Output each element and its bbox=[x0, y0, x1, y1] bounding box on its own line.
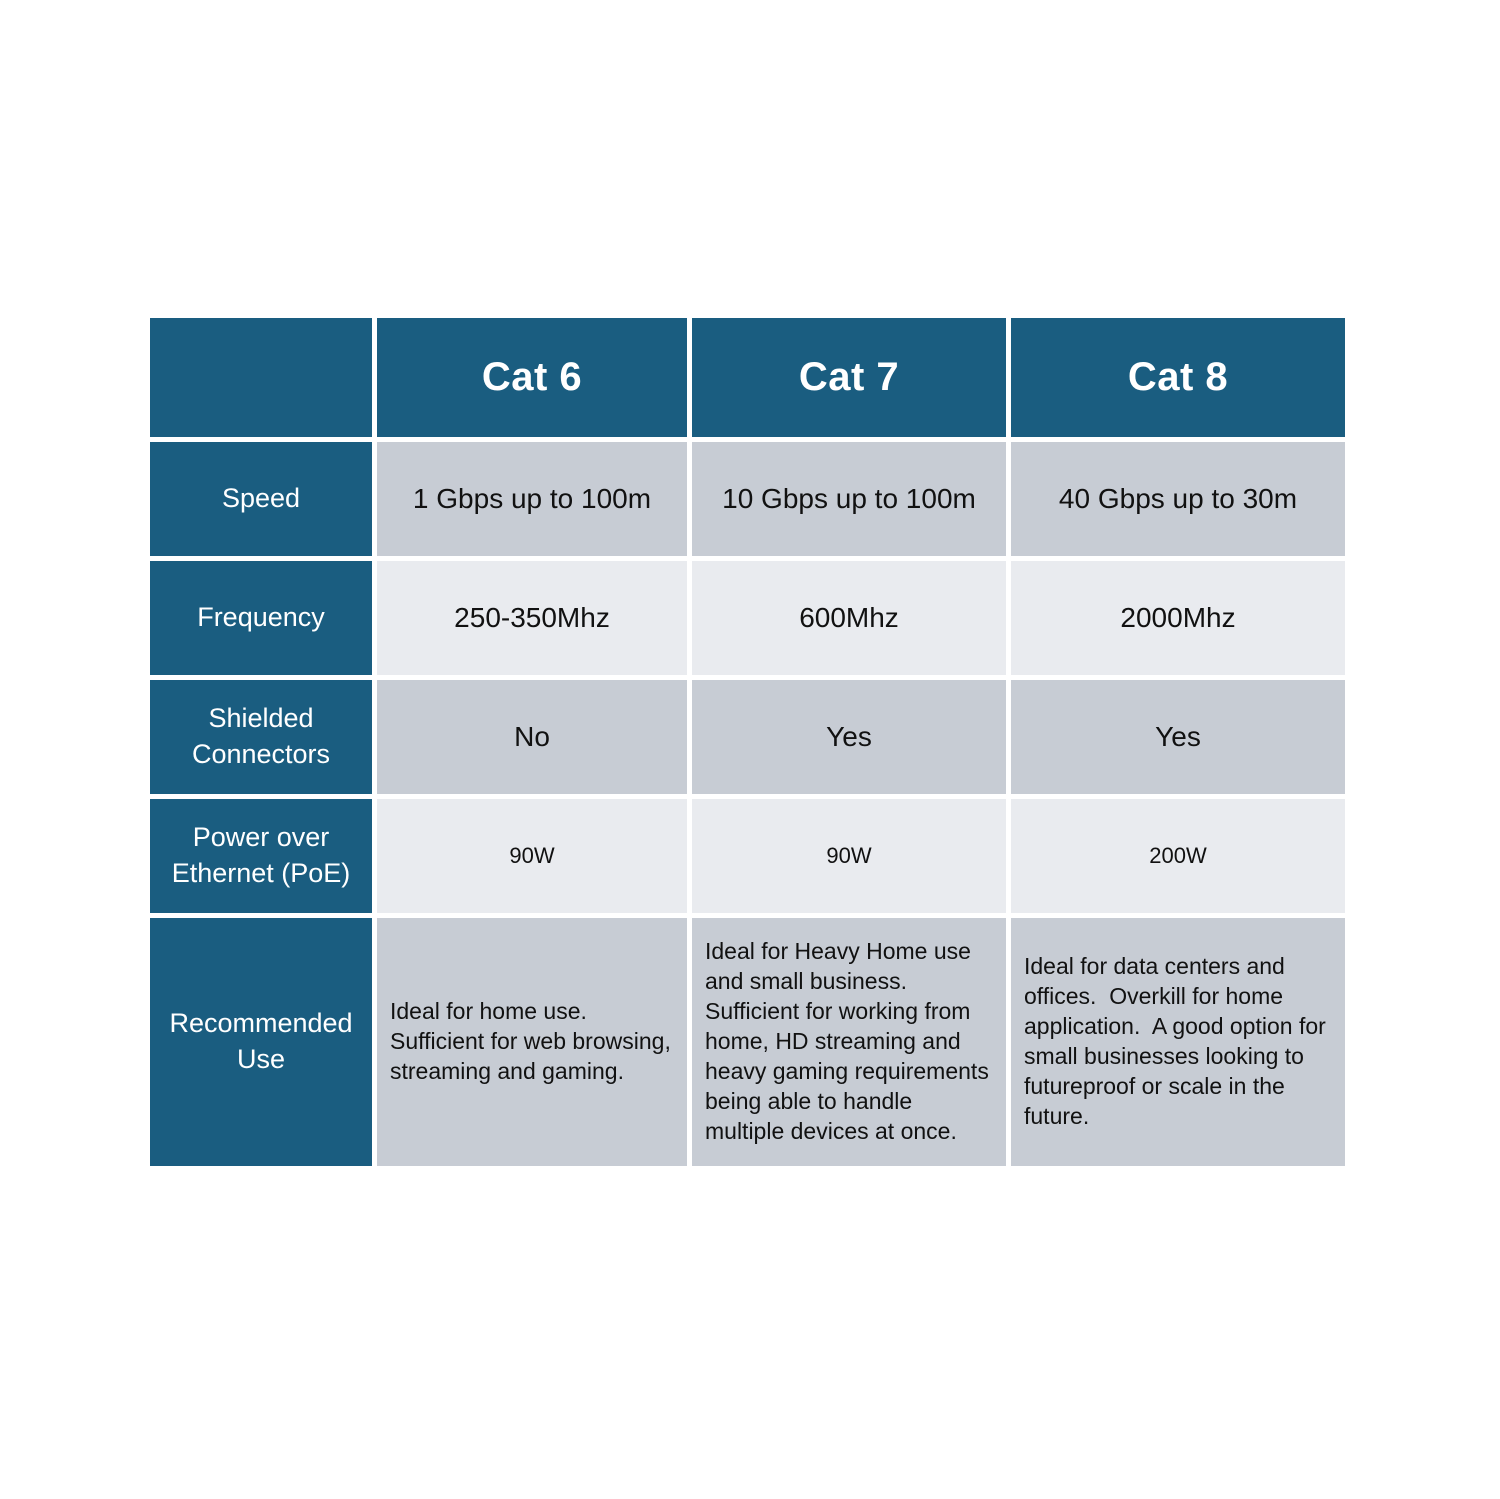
cell-shielded-cat6: No bbox=[377, 680, 687, 794]
cell-shielded-cat8: Yes bbox=[1011, 680, 1345, 794]
cell-poe-cat7: 90W bbox=[692, 799, 1006, 913]
row-label-shielded-connectors: Shielded Connectors bbox=[150, 680, 372, 794]
cell-speed-cat8: 40 Gbps up to 30m bbox=[1011, 442, 1345, 556]
row-label-speed: Speed bbox=[150, 442, 372, 556]
header-cat6: Cat 6 bbox=[377, 318, 687, 437]
cell-frequency-cat6: 250-350Mhz bbox=[377, 561, 687, 675]
cell-recommended-cat7: Ideal for Heavy Home use and small business. Sufficient for working from home, HD streaming and heavy gaming requirements being able to handle multiple devices at once. bbox=[692, 918, 1006, 1166]
cell-recommended-cat6: Ideal for home use. Sufficient for web browsing, streaming and gaming. bbox=[377, 918, 687, 1166]
cell-speed-cat6: 1 Gbps up to 100m bbox=[377, 442, 687, 556]
row-label-recommended-use: Recommended Use bbox=[150, 918, 372, 1166]
cell-recommended-cat8: Ideal for data centers and offices. Overkill for home application. A good option for small businesses looking to futureproof or scale in the future. bbox=[1011, 918, 1345, 1166]
row-label-frequency: Frequency bbox=[150, 561, 372, 675]
cell-poe-cat6: 90W bbox=[377, 799, 687, 913]
cell-poe-cat8: 200W bbox=[1011, 799, 1345, 913]
corner-cell bbox=[150, 318, 372, 437]
cell-frequency-cat8: 2000Mhz bbox=[1011, 561, 1345, 675]
cell-frequency-cat7: 600Mhz bbox=[692, 561, 1006, 675]
header-cat7: Cat 7 bbox=[692, 318, 1006, 437]
cell-shielded-cat7: Yes bbox=[692, 680, 1006, 794]
cable-comparison-table bbox=[150, 318, 1345, 1166]
header-cat8: Cat 8 bbox=[1011, 318, 1345, 437]
row-label-poe: Power over Ethernet (PoE) bbox=[150, 799, 372, 913]
cell-speed-cat7: 10 Gbps up to 100m bbox=[692, 442, 1006, 556]
